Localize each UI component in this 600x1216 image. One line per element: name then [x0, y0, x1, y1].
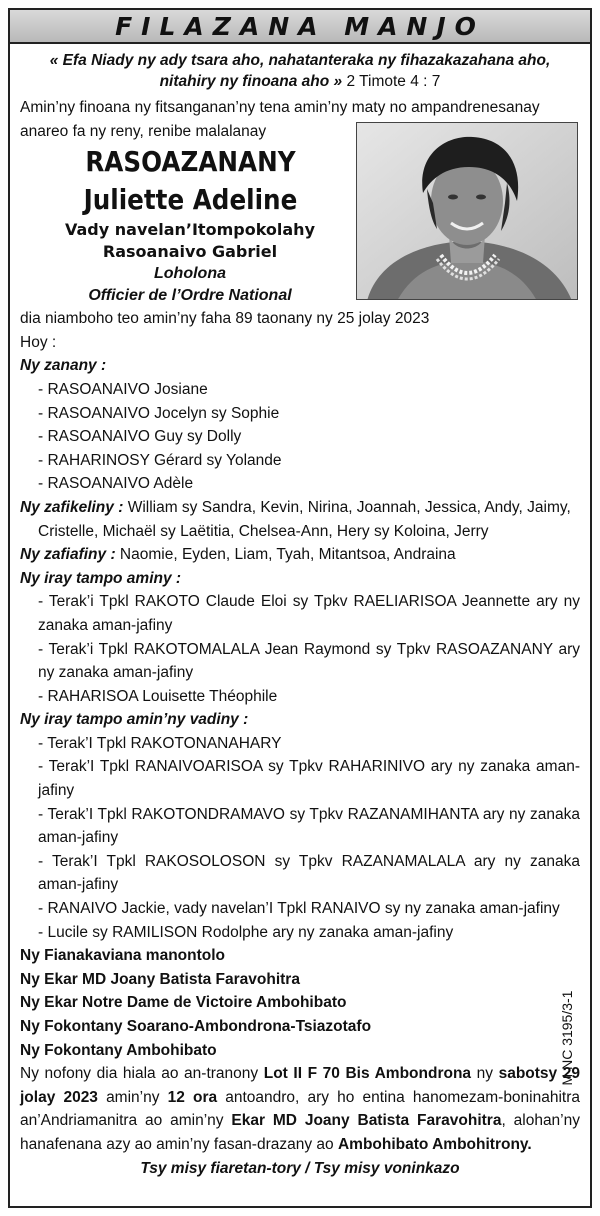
list-item: - Terak’I Tpkl RAKOTONDRAMAVO sy Tpkv RAZANAMIHANTA ary ny zanaka aman-jafiny	[38, 805, 580, 847]
funeral-date: sabotsy 29 jolay 2023	[20, 1065, 580, 1106]
bible-quote	[20, 51, 580, 92]
list-item: - RASOANAIVO Jocelyn sy Sophie	[38, 404, 280, 422]
title-loholona: Loholona	[154, 265, 226, 283]
reference-code	[556, 968, 578, 1108]
funeral-details	[20, 1062, 580, 1156]
organization-line: Ny Fokontany Ambohibato	[20, 1041, 217, 1059]
grandchildren	[20, 496, 580, 543]
list-item: - Terak’i Tpkl RAKOTO Claude Eloi sy Tpkv RAELIARISOA Jeannette ary ny zanaka aman-jafiny	[38, 593, 580, 634]
funeral-text: ny	[471, 1065, 499, 1083]
funeral-text: , alohan’ny hanafenana azy ao amin’ny fasan-drazany ao	[20, 1112, 580, 1153]
organization-line: Ny Ekar MD Joany Batista Faravohitra	[20, 970, 300, 988]
deceased-surname: RASOAZANANY	[84, 145, 296, 179]
list-item: - Terak’I Tpkl RAKOTONANAHARY	[38, 734, 282, 752]
list-item: - Lucile sy RAMILISON Rodolphe ary ny zanaka aman-jafiny	[38, 923, 454, 941]
funeral-text: amin’ny	[97, 1088, 168, 1106]
list-item: - RASOANAIVO Guy sy Dolly	[38, 428, 242, 446]
portrait-photo	[356, 122, 578, 300]
organization-line: Ny Ekar Notre Dame de Victoire Ambohibato	[20, 994, 347, 1012]
death-line: dia niamboho teo amin’ny faha 89 taonany ny 25 jolay 2023	[20, 310, 430, 328]
funeral-church: Ekar MD Joany Batista Faravohitra	[231, 1112, 502, 1130]
grandchildren-names: William sy Sandra, Kevin, Nirina, Joannah, Jessica, Andy, Jaimy, Cristelle, Michaël sy Laëtitia, Chelsea-Ann, Hery sy Koloina, Jerry	[38, 498, 571, 540]
list-item: - RANAIVO Jackie, vady navelan’I Tpkl RANAIVO sy ny zanaka aman-jafiny	[38, 900, 560, 918]
great-grandchildren-label: Ny zafiafiny :	[20, 546, 116, 564]
organization-line: Ny Fokontany Soarano-Ambondrona-Tsiazotafo	[20, 1018, 372, 1035]
list-item: - Terak’I Tpkl RANAIVOARISOA sy Tpkv RAHARINIVO ary ny zanaka aman-jafiny	[38, 758, 580, 800]
deceased-block	[20, 143, 360, 307]
title-officier: Officier de l’Ordre National	[88, 287, 292, 305]
list-item: - RAHARINOSY Gérard sy Yolande	[38, 451, 282, 469]
funeral-time: 12 ora	[167, 1088, 218, 1106]
funeral-text: antoandro, ary ho entina hanomezam-boninahitra an’Andriamanitra ao amin’ny	[20, 1088, 581, 1130]
spouse-line-1: Vady navelan’Itompokolahy	[65, 220, 315, 240]
organization-line: Ny Fianakaviana manontolo	[20, 947, 225, 965]
intro-text: Amin’ny finoana ny fitsanganan’ny tena amin’ny maty no ampandrenesanay anareo fa ny reny, renibe malalanay	[20, 99, 540, 140]
portrait-illustration	[357, 123, 578, 300]
great-grandchildren	[20, 543, 580, 567]
spouse-line-2: Rasoanaivo Gabriel	[102, 242, 278, 262]
list-item: - RAHARISOA Louisette Théophile	[38, 687, 278, 705]
hoy-label: Hoy :	[20, 333, 57, 351]
intro-area	[20, 96, 580, 307]
funeral-text: Ny nofony dia hiala ao an-tranony	[20, 1065, 264, 1083]
list-item: - Terak’i Tpkl RAKOTOMALALA Jean Raymond sy Tpkv RASOAZANANY ary ny zanaka aman-jafiny	[38, 640, 580, 682]
grandchildren-label: Ny zafikeliny :	[20, 498, 124, 516]
list-item: - Terak’I Tpkl RAKOSOLOSON sy Tpkv RAZANAMALALA ary ny zanaka aman-jafiny	[38, 852, 580, 894]
notice-frame	[8, 8, 592, 1208]
children-label: Ny zanany :	[20, 357, 107, 375]
funeral-address: Lot II F 70 Bis Ambondrona	[263, 1065, 472, 1083]
great-grandchildren-names: Naomie, Eyden, Liam, Tyah, Mitantsoa, Andraina	[119, 546, 456, 564]
quote-reference: 2 Timote 4 : 7	[346, 72, 441, 90]
burial-place: Ambohibato Ambohitrony.	[337, 1135, 532, 1153]
spouse-siblings-label: Ny iray tampo amin’ny vadiny :	[20, 711, 249, 729]
footer-note: Tsy misy fiaretan-tory / Tsy misy voninkazo	[140, 1159, 460, 1177]
list-item: - RASOANAIVO Josiane	[38, 380, 208, 398]
notice-body	[10, 44, 590, 1180]
list-item: - RASOANAIVO Adèle	[38, 475, 194, 493]
deceased-given-names: Juliette Adeline	[83, 183, 297, 217]
siblings-label: Ny iray tampo aminy :	[20, 569, 182, 587]
banner-title: FILAZANA MANJO	[115, 11, 485, 41]
reference-code-text: M NC 3195/3-1	[559, 990, 575, 1086]
banner	[10, 10, 590, 44]
quote-text: « Efa Niady ny ady tsara aho, nahatanteraka ny fihazakazahana aho, nitahiry ny finoana aho »	[49, 52, 551, 90]
